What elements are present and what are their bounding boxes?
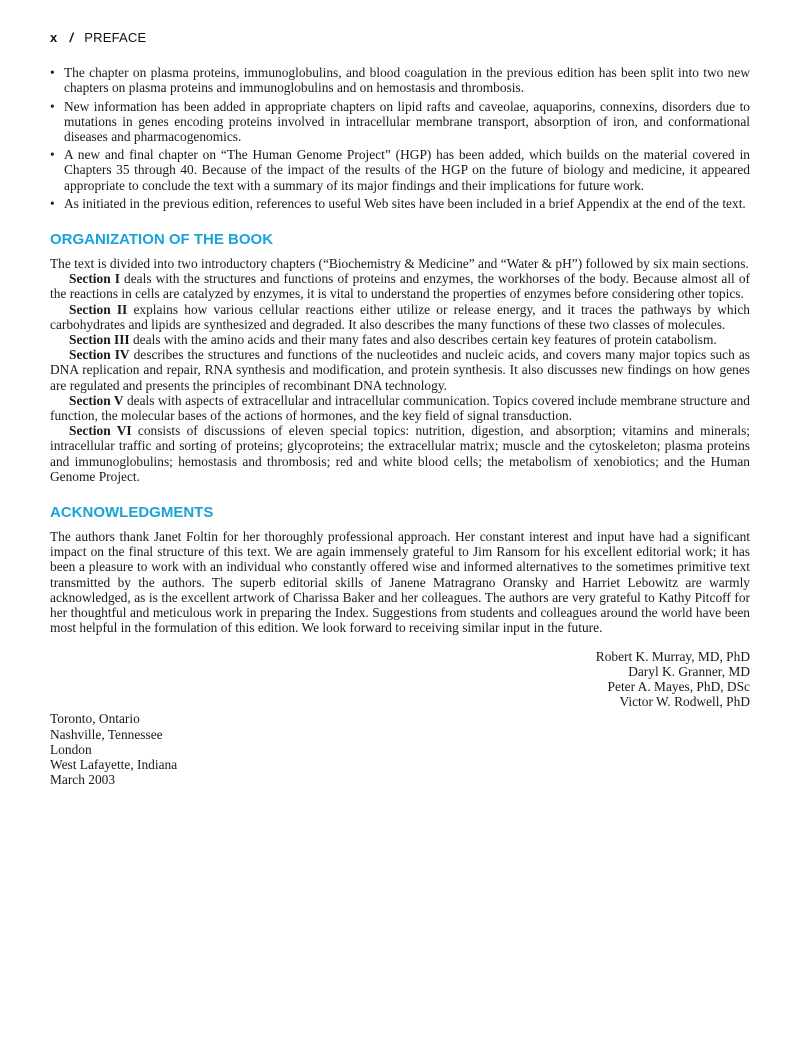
section-text: consists of discussions of eleven special topics: nutrition, digestion, and absorption; vitamins and minerals; intracellular traffic and sorting of proteins; glycoproteins; the extracellular matrix; muscle and the cytoskeleton; plasma proteins and immunoglobulins; hemostasis and thrombosis; red and white blood cells; the metabolism of xenobiotics; and the Human Genome Project. bbox=[50, 423, 750, 484]
organization-intro: The text is divided into two introductory chapters (“Biochemistry & Medicine” and “Water & pH”) followed by six main sections. bbox=[50, 256, 749, 272]
place-and-date bbox=[50, 711, 750, 787]
author-name: Daryl K. Granner, MD bbox=[628, 663, 750, 679]
section-label: Section VI bbox=[69, 423, 132, 439]
list-item: • As initiated in the previous edition, references to useful Web sites have been included in a brief Appendix at the end of the text. bbox=[50, 196, 750, 211]
list-item: • A new and final chapter on “The Human Genome Project” (HGP) has been added, which builds on the material covered in Chapters 35 through 40. Because of the impact of the results of the HGP on the future of biology and medicine, it appeared appropriate to conclude the text with a summary of its major findings and their implications for future work. bbox=[50, 147, 750, 193]
page-number: x bbox=[50, 30, 58, 45]
author-name: Robert K. Murray, MD, PhD bbox=[595, 648, 750, 664]
section-text: deals with the structures and functions of proteins and enzymes, the workhorses of the body. Because almost all of the reactions in cells are catalyzed by enzymes, it is vital to understand the properties of enzymes before considering other topics. bbox=[50, 271, 750, 302]
place-line: West Lafayette, Indiana bbox=[50, 756, 178, 772]
author-name: Victor W. Rodwell, PhD bbox=[619, 694, 750, 710]
section-label: Section V bbox=[69, 392, 124, 408]
section-text: describes the structures and functions of the nucleotides and nucleic acids, and covers many major topics such as DNA replication and repair, RNA synthesis and modification, and protein synthesis. It also discusses new findings on how genes are regulated and presents the principles of recombinant DNA technology. bbox=[50, 347, 750, 393]
section-paragraph bbox=[50, 302, 750, 332]
place-line: Toronto, Ontario bbox=[50, 711, 140, 727]
header-separator: / bbox=[69, 30, 74, 45]
section-label: Section IV bbox=[69, 347, 130, 363]
changes-list bbox=[50, 65, 750, 211]
section-paragraph bbox=[50, 423, 750, 484]
section-paragraph bbox=[50, 393, 750, 423]
section-label: Section I bbox=[69, 271, 120, 287]
section-text: explains how various cellular reactions either utilize or release energy, and it traces the pathways by which carbohydrates and lipids are synthesized and degraded. It also describes the many functions of these two classes of molecules. bbox=[50, 301, 750, 332]
section-paragraph bbox=[50, 271, 750, 301]
running-header bbox=[50, 30, 750, 45]
acknowledgments-heading: ACKNOWLEDGMENTS bbox=[50, 504, 214, 522]
running-title: PREFACE bbox=[84, 30, 147, 45]
section-label: Section III bbox=[69, 332, 130, 348]
section-paragraph bbox=[50, 347, 750, 393]
section-text: deals with the amino acids and their many fates and also describes certain key features of protein catabolism. bbox=[129, 332, 717, 348]
preface-page bbox=[50, 30, 750, 787]
author-name: Peter A. Mayes, PhD, DSc bbox=[607, 678, 750, 694]
place-line: Nashville, Tennessee bbox=[50, 726, 163, 742]
section-label: Section II bbox=[69, 301, 128, 317]
list-item: • The chapter on plasma proteins, immunoglobulins, and blood coagulation in the previous edition has been split into two new chapters on plasma proteins and immunoglobulins and on hemostasis and thrombosis. bbox=[50, 65, 750, 95]
section-paragraph bbox=[50, 332, 750, 347]
section-text: deals with aspects of extracellular and intracellular communication. Topics covered include membrane structure and function, the molecular bases of the actions of hormones, and the key field of signal transduction. bbox=[50, 392, 750, 424]
list-item: • New information has been added in appropriate chapters on lipid rafts and caveolae, aquaporins, connexins, disorders due to mutations in genes encoding proteins involved in intracellular membrane transport, absorption of iron, and conformational diseases and pharmacogenomics. bbox=[50, 99, 750, 145]
acknowledgments-text: The authors thank Janet Foltin for her thoroughly professional approach. Her constant interest and input have had a significant impact on the final structure of this text. We are again immensely grateful to Jim Ransom for his excellent editorial work; it has been a pleasure to work with an individual who constantly offered wise and informed alternatives to the sometimes primitive text transmitted by the authors. The superb editorial skills of Janene Matragrano Oransky and Harriet Lebowitz are warmly acknowledged, as is the excellent artwork of Charissa Baker and her colleagues. The authors are very grateful to Kathy Pitcoff for her thoughtful and meticulous work in preparing the Index. Suggestions from students and colleagues around the world have been most helpful in the formulation of this edition. We look forward to receiving similar input in the future. bbox=[50, 529, 750, 636]
author-signatures bbox=[50, 649, 750, 710]
place-line: London bbox=[50, 741, 92, 757]
date-line: March 2003 bbox=[50, 772, 116, 788]
organization-heading: ORGANIZATION OF THE BOOK bbox=[50, 231, 274, 249]
